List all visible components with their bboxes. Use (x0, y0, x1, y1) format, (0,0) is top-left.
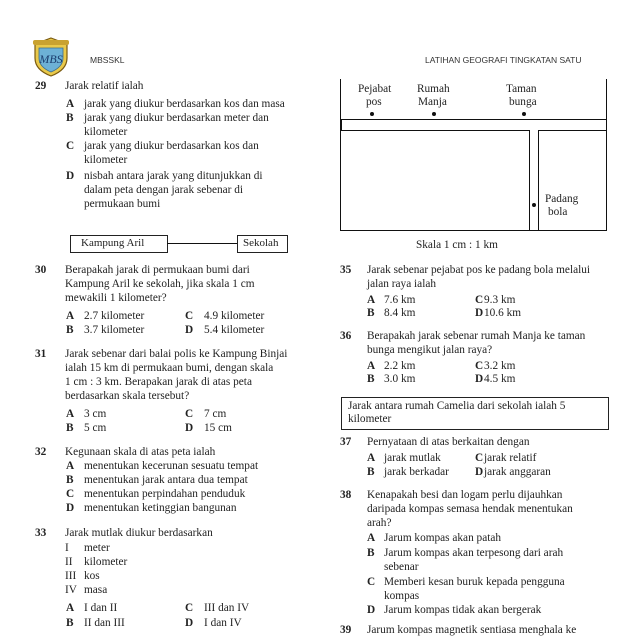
option-d: I dan IV (204, 617, 242, 629)
option-c: jarak yang diukur berdasarkan kos dan (84, 140, 259, 152)
map-label-taman-bunga: Taman (506, 83, 537, 95)
question-stem: Berapakah jarak di permukaan bumi dari (65, 264, 250, 276)
option-c-cont: kilometer (84, 154, 128, 166)
statement-iii: kos (84, 570, 100, 582)
option-letter: D (475, 466, 484, 478)
question-stem: Jarak sebenar dari balai polis ke Kampung Binjai (65, 348, 288, 360)
rumah-manja-marker (432, 112, 436, 116)
map-label-padang-bola: bola (548, 206, 568, 218)
question-number: 38 (340, 489, 352, 501)
question-number: 37 (340, 436, 352, 448)
option-letter: A (367, 532, 376, 544)
option-c: 7 cm (204, 408, 227, 420)
road (529, 130, 530, 230)
option-c: 4.9 kilometer (204, 310, 265, 322)
option-a: jarak mutlak (384, 452, 441, 464)
map-label-taman-bunga: bunga (509, 96, 537, 108)
option-letter: C (367, 576, 376, 588)
map-label-rumah-manja: Manja (418, 96, 447, 108)
question-stem-cont: ialah 15 km di permukaan bumi, dengan skala (65, 362, 274, 374)
option-b: 8.4 km (384, 307, 416, 319)
statement-iv: masa (84, 584, 108, 596)
question-stem: Jarak mutlak diukur berdasarkan (65, 527, 213, 539)
option-letter: C (475, 360, 484, 372)
road (538, 130, 607, 131)
map-border (340, 79, 341, 230)
option-letter: A (66, 602, 75, 614)
option-letter: B (66, 422, 74, 434)
info-text: Jarak antara rumah Camelia dari sekolah ialah 5 (348, 400, 566, 412)
school-logo (31, 36, 71, 78)
option-a: menentukan kecerunan sesuatu tempat (84, 460, 259, 472)
question-stem: Jarak relatif ialah (65, 80, 144, 92)
road (341, 119, 342, 131)
header-title: LATIHAN GEOGRAFI TINGKATAN SATU (425, 55, 582, 65)
roman-label: I (65, 542, 69, 554)
option-letter: D (66, 502, 75, 514)
kampung-aril-box (70, 235, 168, 253)
option-letter: D (185, 422, 194, 434)
option-letter: C (475, 452, 484, 464)
option-b: Jarum kompas akan terpesong dari arah (384, 547, 564, 559)
question-stem-cont: 1 cm : 3 km. Berapakan jarak di atas peta (65, 376, 252, 388)
option-b: menentukan jarak antara dua tempat (84, 474, 248, 486)
option-letter: C (66, 488, 75, 500)
question-number: 33 (35, 527, 47, 539)
question-stem-cont: daripada kompas semasa hendak menentukan (367, 503, 573, 515)
option-b: II dan III (84, 617, 125, 629)
question-stem: Kegunaan skala di atas peta ialah (65, 446, 216, 458)
question-number: 29 (35, 80, 47, 92)
option-c: 9.3 km (484, 294, 516, 306)
question-number: 32 (35, 446, 47, 458)
option-letter: A (367, 360, 376, 372)
question-stem-cont: jalan raya ialah (367, 278, 436, 290)
option-a: Jarum kompas akan patah (384, 532, 502, 544)
option-a: 7.6 km (384, 294, 416, 306)
question-stem: Jarum kompas magnetik sentiasa menghala ke (367, 624, 577, 636)
info-text-cont: kilometer (348, 413, 392, 425)
map-border (606, 79, 607, 230)
option-d-cont: permukaan bumi (84, 198, 161, 210)
option-d: 10.6 km (484, 307, 522, 319)
option-a: I dan II (84, 602, 118, 614)
question-stem: Jarak sebenar pejabat pos ke padang bola melalui (367, 264, 591, 276)
option-a: 2.7 kilometer (84, 310, 145, 322)
option-c: Memberi kesan buruk kepada pengguna (384, 576, 565, 588)
option-letter: B (367, 547, 375, 559)
roman-label: IV (65, 584, 77, 596)
option-b-cont: sebenar (384, 561, 419, 573)
option-letter: D (475, 307, 484, 319)
option-d: 15 cm (204, 422, 232, 434)
option-d: Jarum kompas tidak akan bergerak (384, 604, 542, 616)
question-stem-cont: mewakili 1 kilometer? (65, 292, 167, 304)
option-b: jarak berkadar (384, 466, 449, 478)
question-stem-cont: arah? (367, 517, 392, 529)
option-letter: A (66, 310, 75, 322)
option-letter: C (185, 602, 194, 614)
option-letter: D (475, 373, 484, 385)
kampung-aril-label: Kampung Aril (81, 237, 145, 249)
option-b: 5 cm (84, 422, 107, 434)
option-letter: B (66, 112, 74, 124)
option-letter: B (367, 373, 375, 385)
option-letter: B (66, 617, 74, 629)
option-letter: B (66, 324, 74, 336)
pejabat-pos-marker (370, 112, 374, 116)
map-scale: Skala 1 cm : 1 km (416, 239, 498, 251)
map-label-pejabat-pos: pos (366, 96, 382, 108)
question-stem-cont: berdasarkan skala tersebut? (65, 390, 190, 402)
option-letter: C (66, 140, 75, 152)
option-letter: A (367, 452, 376, 464)
option-letter: D (367, 604, 376, 616)
option-c: menentukan perpindahan penduduk (84, 488, 246, 500)
option-letter: A (66, 98, 75, 110)
roman-label: II (65, 556, 73, 568)
option-letter: B (66, 474, 74, 486)
option-letter: D (66, 170, 75, 182)
option-b: 3.0 km (384, 373, 416, 385)
map-label-pejabat-pos: Pejabat (358, 83, 392, 95)
option-c: III dan IV (204, 602, 250, 614)
road (538, 130, 539, 230)
sekolah-box (237, 235, 288, 253)
question-stem: Kenapakah besi dan logam perlu dijauhkan (367, 489, 563, 501)
option-letter: B (367, 466, 375, 478)
question-number: 31 (35, 348, 47, 360)
option-letter: A (66, 460, 75, 472)
distance-line (167, 243, 237, 244)
option-d: 5.4 kilometer (204, 324, 265, 336)
padang-bola-marker (532, 203, 536, 207)
map-border (340, 230, 607, 231)
sekolah-label: Sekolah (243, 237, 279, 249)
question-number: 36 (340, 330, 352, 342)
question-stem: Pernyataan di atas berkaitan dengan (367, 436, 530, 448)
question-stem: Berapakah jarak sebenar rumah Manja ke taman (367, 330, 586, 342)
statement-ii: kilometer (84, 556, 128, 568)
option-c: 3.2 km (484, 360, 516, 372)
option-a: 2.2 km (384, 360, 416, 372)
info-box (341, 397, 609, 430)
roman-label: III (65, 570, 77, 582)
question-number: 35 (340, 264, 352, 276)
option-c: jarak relatif (484, 452, 537, 464)
question-number: 39 (340, 624, 352, 636)
header-school: MBSSKL (90, 55, 125, 65)
map-label-padang-bola: Padang (545, 193, 579, 205)
option-b-cont: kilometer (84, 126, 128, 138)
road (341, 119, 607, 120)
question-stem-cont: Kampung Aril ke sekolah, jika skala 1 cm (65, 278, 255, 290)
option-letter: A (367, 294, 376, 306)
map-label-rumah-manja: Rumah (417, 83, 450, 95)
option-d-cont: dalam peta dengan jarak sebenar di (84, 184, 244, 196)
statement-i: meter (84, 542, 110, 554)
option-letter: D (185, 324, 194, 336)
option-letter: C (185, 408, 194, 420)
option-d: 4.5 km (484, 373, 516, 385)
question-stem-cont: bunga mengikut jalan raya? (367, 344, 493, 356)
option-a: jarak yang diukur berdasarkan kos dan masa (84, 98, 285, 110)
option-letter: A (66, 408, 75, 420)
option-letter: B (367, 307, 375, 319)
option-b: jarak yang diukur berdasarkan meter dan (84, 112, 269, 124)
option-letter: C (475, 294, 484, 306)
option-d: jarak anggaran (484, 466, 551, 478)
question-number: 30 (35, 264, 47, 276)
option-a: 3 cm (84, 408, 107, 420)
option-letter: C (185, 310, 194, 322)
road (341, 130, 529, 131)
option-d: menentukan ketinggian bangunan (84, 502, 237, 514)
option-b: 3.7 kilometer (84, 324, 145, 336)
option-d: nisbah antara jarak yang ditunjukkan di (84, 170, 263, 182)
option-c-cont: kompas (384, 590, 420, 602)
svg-text:MBS: MBS (39, 52, 63, 66)
option-letter: D (185, 617, 194, 629)
taman-bunga-marker (522, 112, 526, 116)
